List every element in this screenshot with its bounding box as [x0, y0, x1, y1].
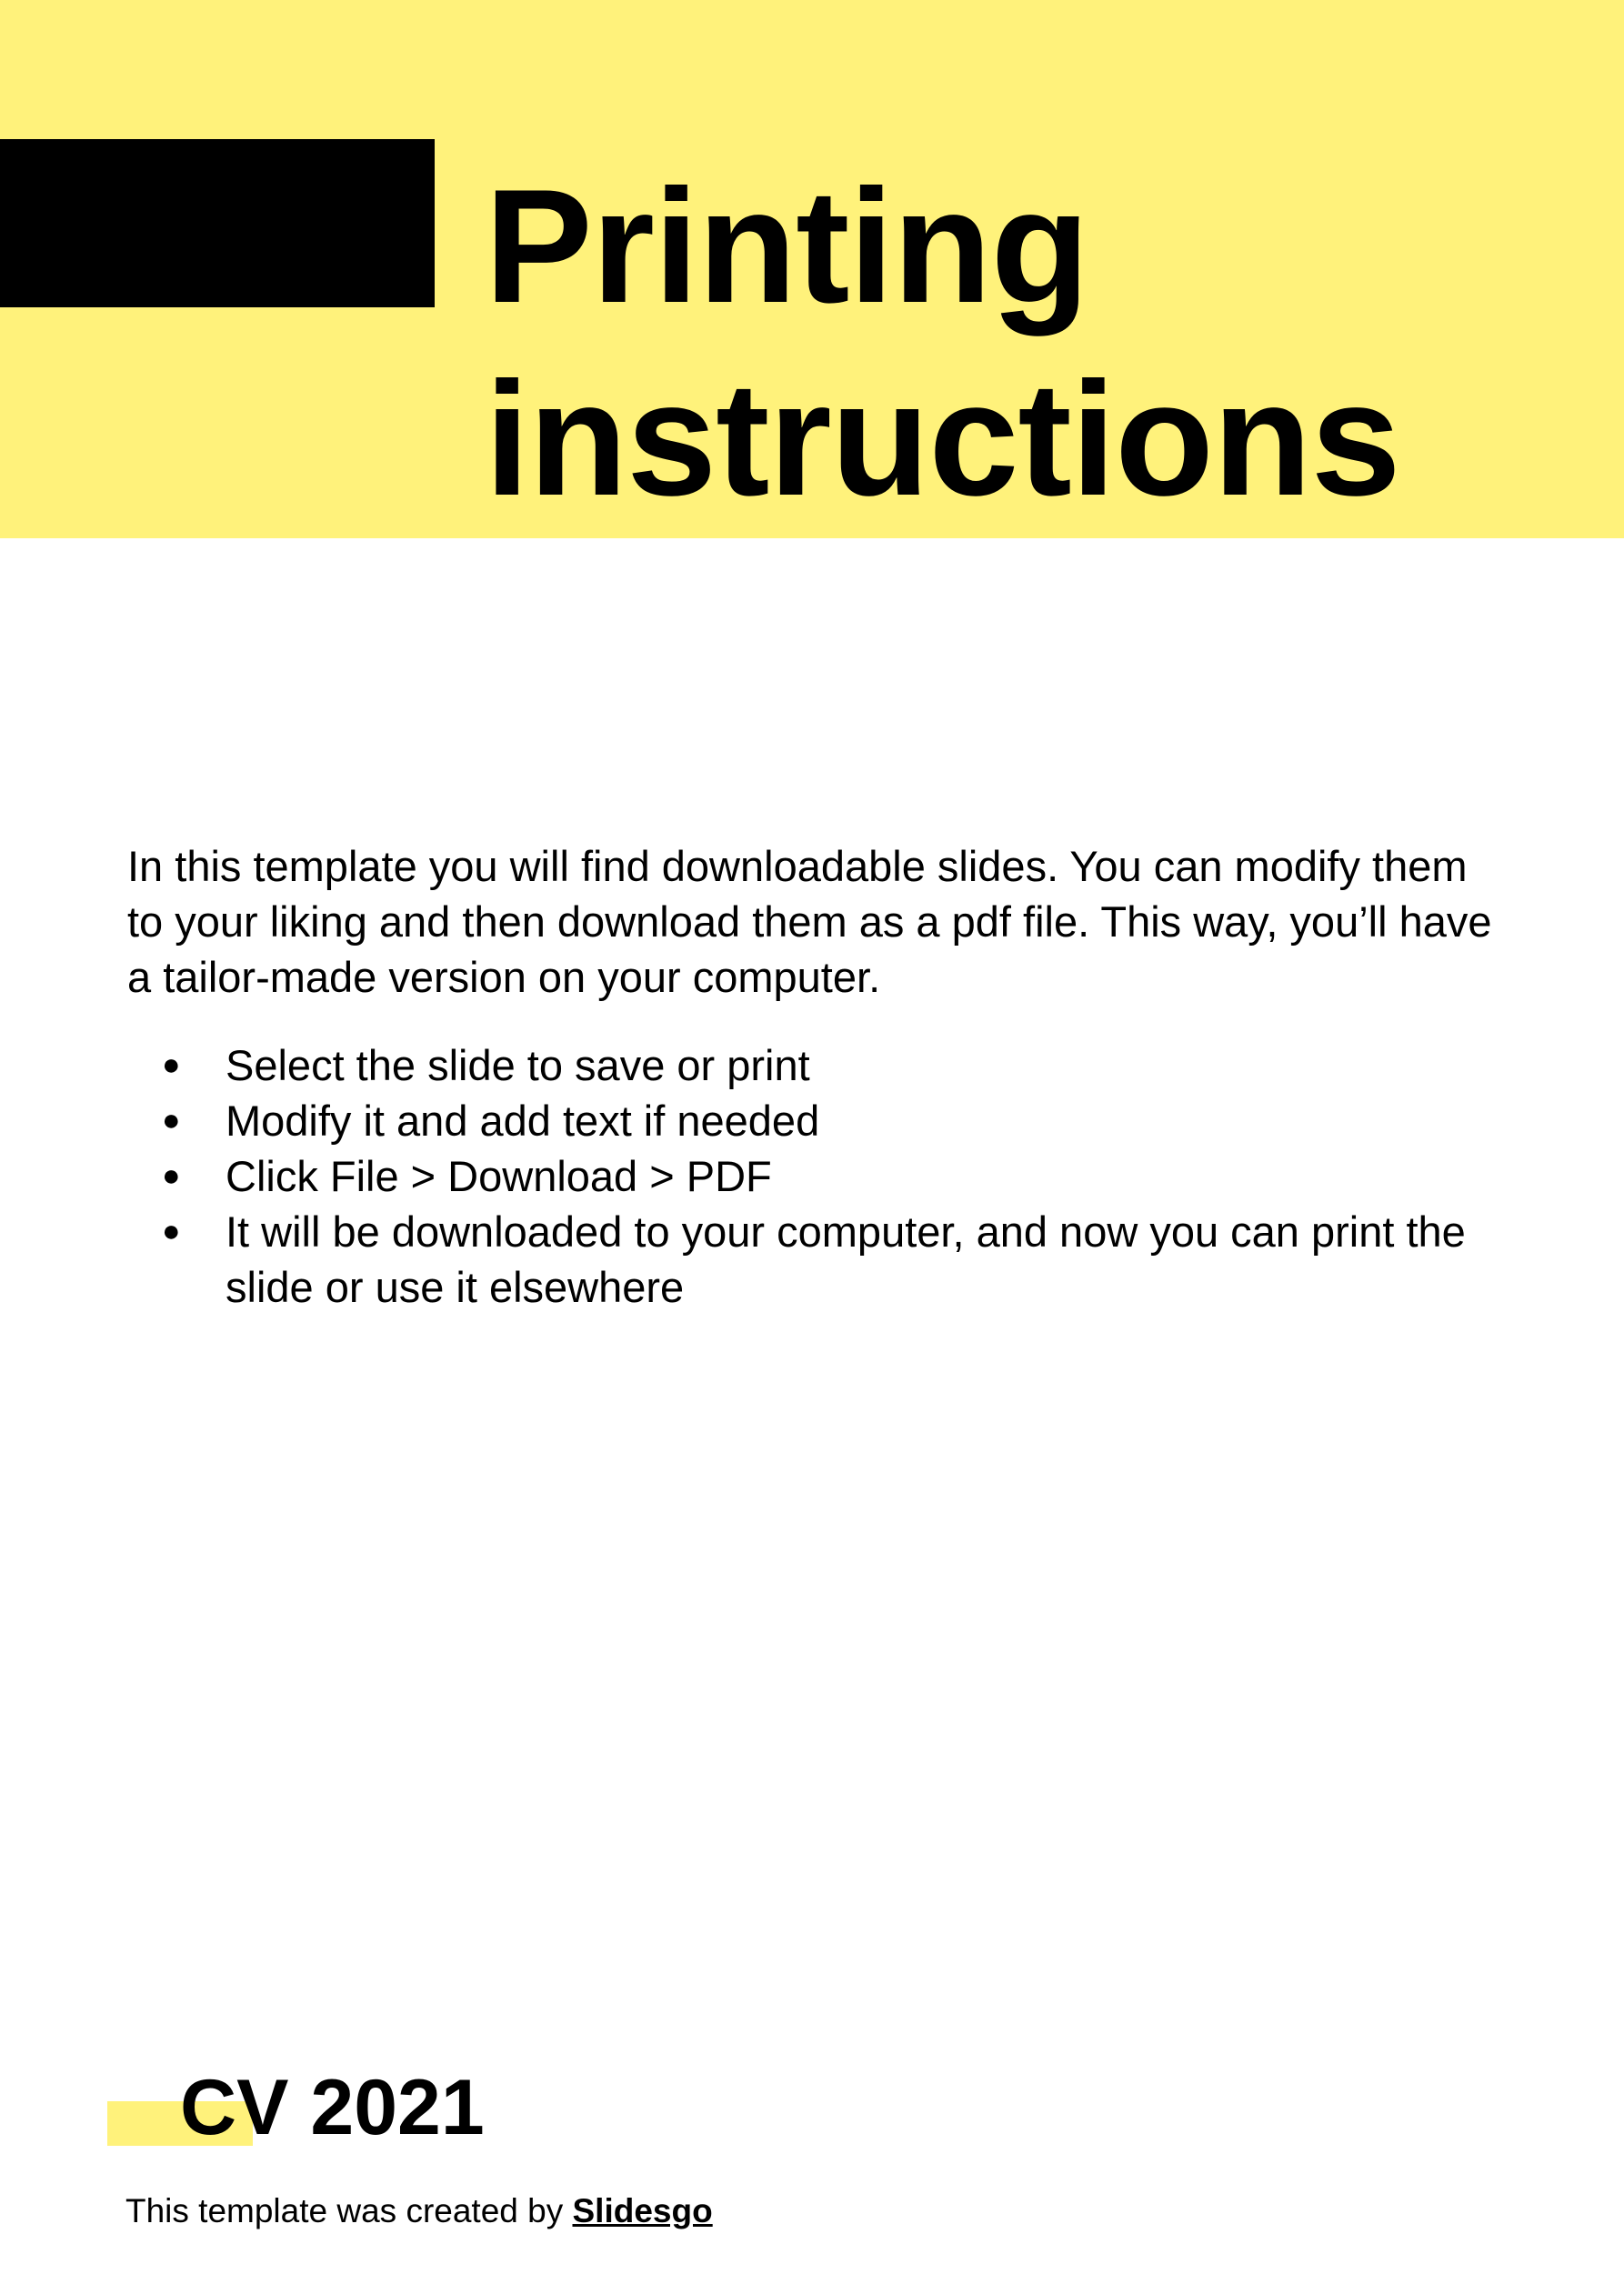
decorative-black-block: [0, 139, 435, 307]
title-line-2: instructions: [485, 348, 1400, 529]
credit-line: [125, 2190, 713, 2232]
title-line-1: Printing: [485, 155, 1089, 336]
credit-prefix: This template was created by: [125, 2192, 564, 2229]
list-item: [127, 1037, 1528, 1093]
list-item-text: Modify it and add text if needed: [226, 1097, 820, 1145]
slidesgo-link[interactable]: Slidesgo: [572, 2192, 713, 2229]
list-item-text: Select the slide to save or print: [226, 1041, 810, 1089]
list-item: [127, 1148, 1528, 1204]
bullet-icon: ●: [162, 1214, 181, 1248]
bullet-icon: ●: [162, 1103, 181, 1137]
bullet-icon: ●: [162, 1047, 181, 1082]
list-item: [127, 1093, 1528, 1148]
list-item: [127, 1204, 1528, 1315]
instruction-list: [127, 1037, 1528, 1315]
bullet-icon: ●: [162, 1158, 181, 1193]
list-item-text: It will be downloaded to your computer, and now you can print the slide or use it elsewhere: [226, 1207, 1466, 1311]
page-title: [485, 150, 1594, 536]
list-item-text: Click File > Download > PDF: [226, 1152, 772, 1200]
intro-paragraph: In this template you will find downloadable slides. You can modify them to your liking and then download them as a pdf file. This way, you’ll have a tailor-made version on your computer.: [127, 842, 1492, 1001]
footer-title: CV 2021: [180, 2064, 485, 2151]
